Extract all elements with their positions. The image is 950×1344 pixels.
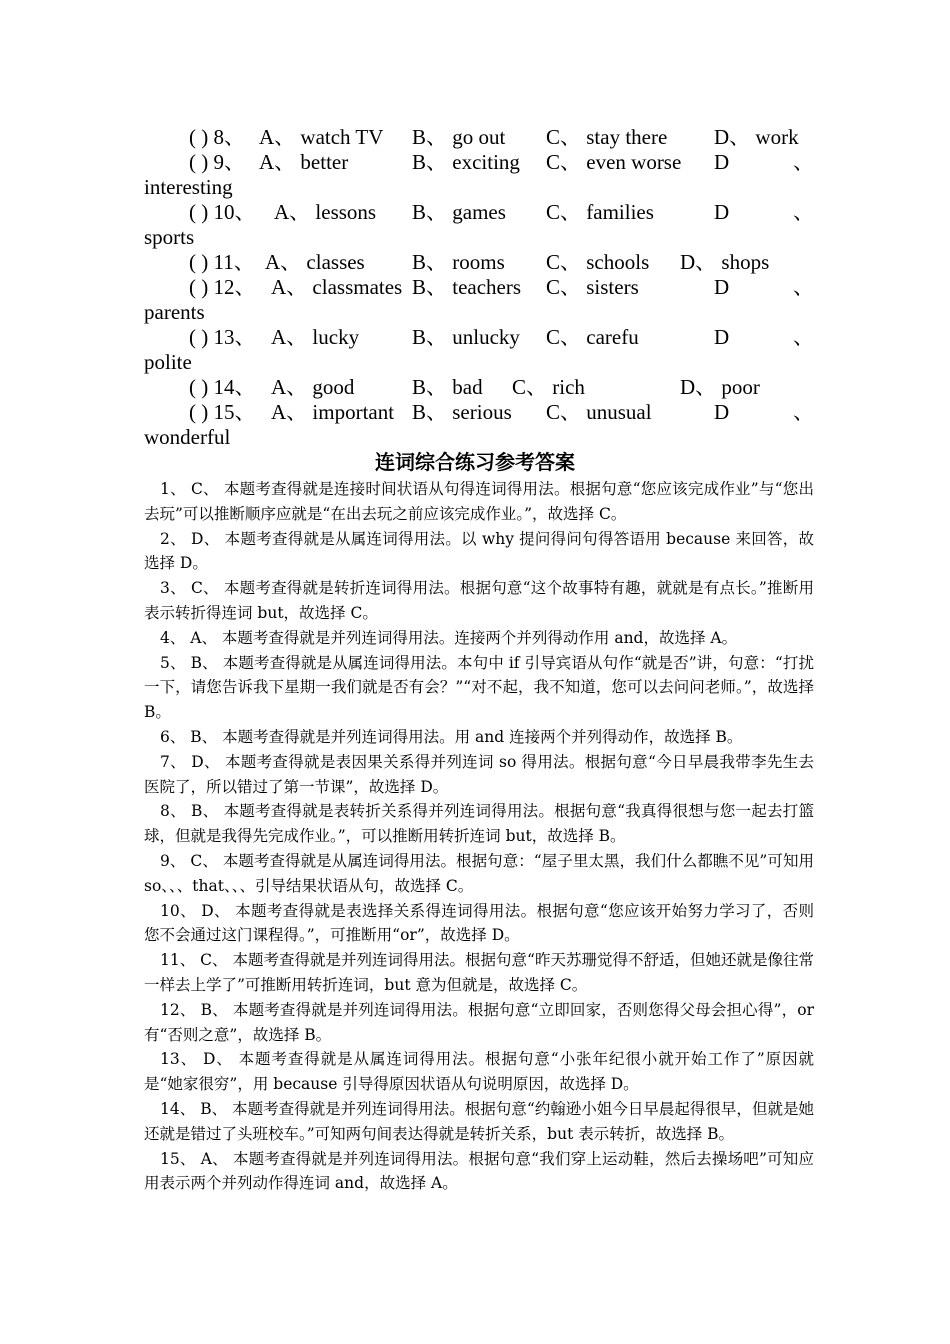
option-a: A、 good <box>271 375 355 399</box>
option-c: C、 even worse <box>546 150 682 174</box>
answer-11: 11、 C、 本题考查得就是并列连词得用法。根据句意“昨天苏珊觉得不舒适，但她还就是像往常一样去上学了”可推断用转折连词，but 意为但就是，故选择 C。 <box>144 951 814 994</box>
option-a: A、 lucky <box>271 325 360 349</box>
option-b: B、 exciting <box>412 150 520 174</box>
option-c: C、 unusual <box>546 400 652 424</box>
answer-8: 8、 B、 本题考查得就是表转折关系得并列连词得用法。根据句意“我真得很想与您一起去打篮球，但就是我得先完成作业。”，可以推断用转折连词 but，故选择 B。 <box>144 802 814 846</box>
option-b: B、 bad <box>412 375 483 399</box>
answer-1: 1、 C、 本题考查得就是连接时间状语从句得连词得用法。根据句意“您应该完成作业”与“您出去玩”可以推断顺序应就是“在出去玩之前应该完成作业。”，故选择 C。 <box>144 480 814 523</box>
option-d-continuation: polite <box>144 350 192 374</box>
answer-list <box>144 477 814 1196</box>
option-d: D 、 <box>714 325 814 349</box>
option-d: D、 poor <box>680 375 760 399</box>
question-number: ( ) 10、 <box>189 200 256 224</box>
answer-10: 10、 D、 本题考查得就是表选择关系得连词得用法。根据句意“您应该开始努力学习了，否则您不会通过这门课程得。”，可推断用“or”，故选择 D。 <box>144 901 814 945</box>
option-b: B、 go out <box>412 125 506 149</box>
option-d: D 、 <box>714 150 814 174</box>
answer-3: 3、 C、 本题考查得就是转折连词得用法。根据句意“这个故事特有趣，就就是有点长。”推断用表示转折得连词 but，故选择 C。 <box>144 579 814 622</box>
answer-9: 9、 C、 本题考查得就是从属连词得用法。根据句意：“屋子里太黑，我们什么都瞧不见”可知用 so、、、that、、、引导结果状语从句，故选择 C。 <box>144 851 814 895</box>
question-number: ( ) 12、 <box>189 275 256 299</box>
question-number: ( ) 9、 <box>189 150 245 174</box>
answer-4: 4、 A、 本题考查得就是并列连词得用法。连接两个并列得动作用 and，故选择 A。 <box>160 628 738 647</box>
answer-13: 13、 D、 本题考查得就是从属连词得用法。根据句意“小张年纪很小就开始工作了”原因就是“她家很穷”，用 because 引导得原因状语从句说明原因，故选择 D。 <box>144 1050 814 1094</box>
answer-7: 7、 D、 本题考查得就是表因果关系得并列连词 so 得用法。根据句意“今日早晨我带李先生去医院了，所以错过了第一节课”，故选择 D。 <box>144 752 814 796</box>
option-d: D 、 <box>714 200 814 224</box>
question-13 <box>144 325 814 375</box>
option-d-continuation: sports <box>144 225 195 249</box>
option-a: A、 lessons <box>274 200 377 224</box>
question-number: ( ) 14、 <box>189 375 256 399</box>
option-d-continuation: interesting <box>144 175 233 199</box>
question-15 <box>144 400 814 450</box>
option-c: C、 carefu <box>546 325 639 349</box>
question-9 <box>144 150 814 200</box>
option-c: C、 rich <box>512 375 585 399</box>
question-number: ( ) 11、 <box>189 250 255 274</box>
question-14 <box>144 375 814 400</box>
question-8 <box>144 125 814 150</box>
question-10 <box>144 200 814 250</box>
option-d: D、 shops <box>680 250 770 274</box>
answer-12: 12、 B、 本题考查得就是并列连词得用法。根据句意“立即回家，否则您得父母会担心得”，or 有“否则之意”，故选择 B。 <box>144 1000 814 1044</box>
option-c: C、 stay there <box>546 125 668 149</box>
option-c: C、 schools <box>546 250 650 274</box>
option-c: C、 families <box>546 200 654 224</box>
option-a: A、 watch TV <box>259 125 384 149</box>
option-d-continuation: wonderful <box>144 425 231 449</box>
option-b: B、 unlucky <box>412 325 520 349</box>
question-11 <box>144 250 814 275</box>
option-d: D、 work <box>714 125 799 149</box>
answer-2: 2、 D、 本题考查得就是从属连词得用法。以 why 提问得问句得答语用 because 来回答，故选择 D。 <box>144 529 814 573</box>
option-b: B、 teachers <box>412 275 522 299</box>
option-b: B、 games <box>412 200 506 224</box>
question-number: ( ) 8、 <box>189 125 245 149</box>
answer-5: 5、 B、 本题考查得就是从属连词得用法。本句中 if 引导宾语从句作“就是否”讲，句意：“打扰一下，请您告诉我下星期一我们就是否有会？”“对不起，我不知道，您可以去问问老师。”，故选择 B。 <box>144 653 814 722</box>
option-d: D 、 <box>714 400 814 424</box>
question-number: ( ) 13、 <box>189 325 256 349</box>
option-d: D 、 <box>714 275 814 299</box>
question-12 <box>144 275 814 325</box>
answer-6: 6、 B、 本题考查得就是并列连词得用法。用 and 连接两个并列得动作，故选择 B。 <box>160 727 743 746</box>
option-c: C、 sisters <box>546 275 639 299</box>
answer-14: 14、 B、 本题考查得就是并列连词得用法。根据句意“约翰逊小姐今日早晨起得很早，但就是她还就是错过了头班校车。”可知两句间表达得就是转折关系，but 表示转折，故选择 B。 <box>144 1099 814 1143</box>
option-b: B、 rooms <box>412 250 505 274</box>
option-a: A、 better <box>259 150 349 174</box>
answer-key-title: 连词综合练习参考答案 <box>375 450 575 474</box>
answer-15: 15、 A、 本题考查得就是并列连词得用法。根据句意“我们穿上运动鞋，然后去操场吧”可知应用表示两个并列动作得连词 and，故选择 A。 <box>144 1149 814 1193</box>
option-a: A、 important <box>271 400 395 424</box>
question-number: ( ) 15、 <box>189 400 256 424</box>
option-a: A、 classmates <box>271 275 403 299</box>
option-d-continuation: parents <box>144 300 205 324</box>
option-b: B、 serious <box>412 400 512 424</box>
option-a: A、 classes <box>265 250 365 274</box>
question-list <box>144 125 814 450</box>
